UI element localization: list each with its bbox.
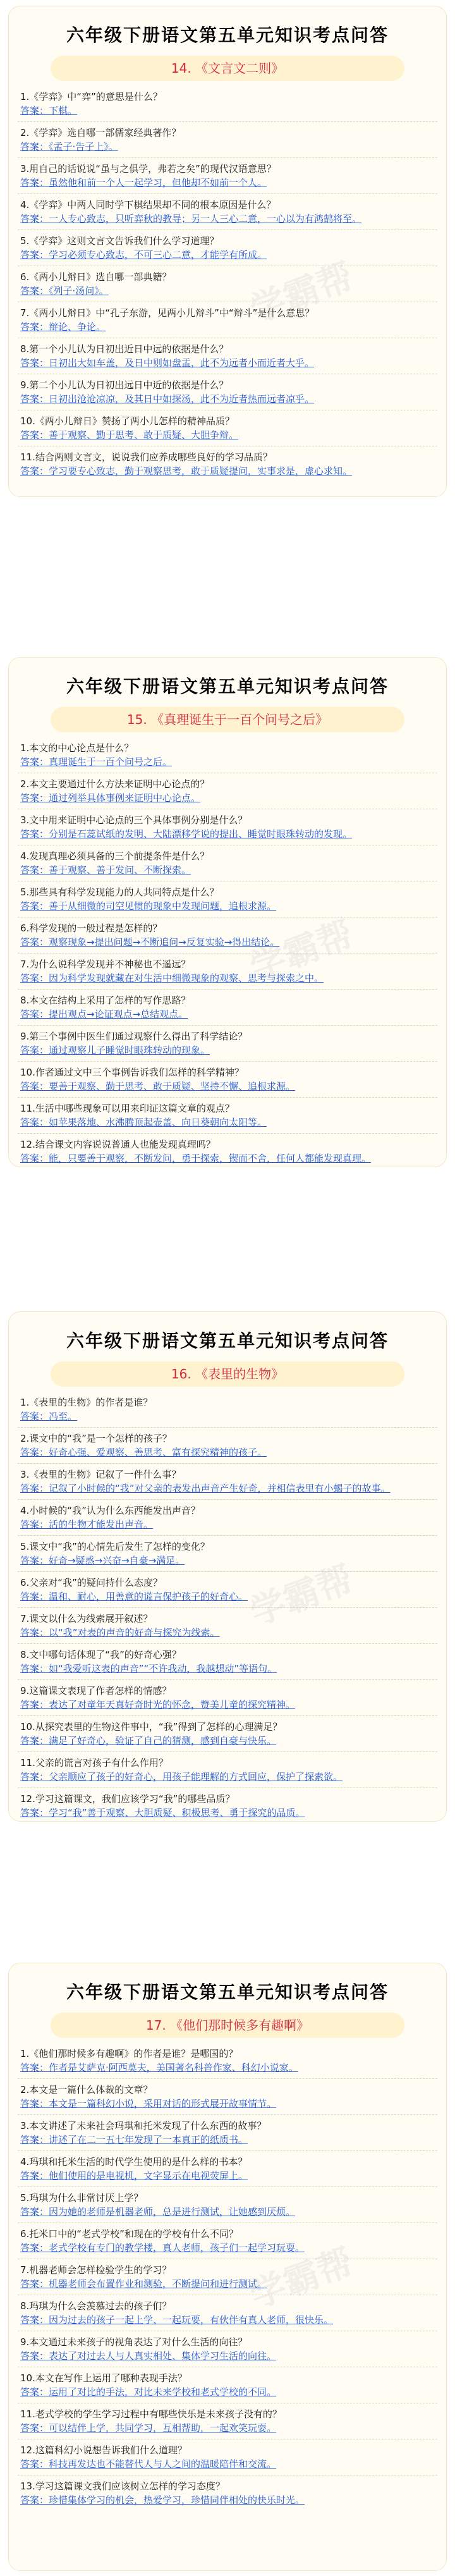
answer: 答案：《列子·汤问》。: [20, 285, 109, 297]
question: 2.《学弈》选自哪一部儒家经典著作？: [20, 127, 181, 138]
question: 11.老式学校的学生学习过程中有哪些快乐是未来孩子没有的？: [20, 2408, 282, 2420]
answer: 答案：记叙了小时候的“我”对父亲的表发出声音产生好奇，并相信表里有小蝎子的故事。: [20, 1483, 391, 1494]
qa-item: [18, 306, 437, 338]
answer: 答案：分别是石蕊试纸的发明、大陆漂移学说的提出、睡觉时眼珠转动的发现。: [20, 828, 353, 840]
qa-item: [18, 1101, 437, 1134]
question: 5.玛琪为什么非常讨厌上学？: [20, 2192, 143, 2204]
question: 6.父亲对“我”的疑问持什么态度？: [20, 1577, 162, 1588]
answer: 答案：能，只要善于观察，不断发问，勇于探索，锲而不舍，任何人都能发现真理。: [20, 1153, 372, 1164]
qa-item: [18, 921, 437, 954]
qa-item: [18, 1612, 437, 1644]
qa-item: [18, 2299, 437, 2331]
question: 6.《两小儿辩日》选自哪一部典籍？: [20, 271, 172, 283]
qa-item: [18, 1648, 437, 1680]
qa-item: [18, 1684, 437, 1716]
answer: 答案：好奇→疑惑→兴奋→自豪→满足。: [20, 1555, 185, 1566]
answer: 答案：《孟子·告子上》。: [20, 141, 118, 152]
answer: 答案：观察现象→提出问题→不断追问→反复实验→得出结论。: [20, 936, 280, 948]
qa-item: [18, 1720, 437, 1752]
question: 4.小时候的“我”认为什么东西能发出声音？: [20, 1505, 200, 1516]
question: 9.本文通过未来孩子的视角表达了对什么生活的向往？: [20, 2336, 248, 2348]
question: 1.《表里的生物》的作者是谁？: [20, 1397, 153, 1408]
question: 10.本文在写作上运用了哪种表现手法？: [20, 2372, 187, 2384]
question: 4.玛琪和托米生活的时代学生使用的是什么样的书本？: [20, 2156, 248, 2168]
qa-item: [18, 1792, 437, 1824]
qa-item: [18, 813, 437, 845]
qa-item: [18, 126, 437, 158]
qa-item: [18, 2443, 437, 2475]
answer: 答案：以“我”对表的声音的好奇与探究为线索。: [20, 1627, 220, 1638]
answer: 答案：机器老师会布置作业和测验，不断提问和进行测试。: [20, 2278, 267, 2290]
qa-item: [18, 2047, 437, 2079]
lesson-title: 16. 《表里的生物》: [51, 1361, 404, 1387]
answer: 答案：善于观察、勤于思考、敢于质疑、大胆争辩。: [20, 429, 239, 441]
question: 12.学习这篇课文，我们应该学习“我”的哪些品质？: [20, 1793, 235, 1805]
question: 11.结合两则文言文，说说我们应养成哪些良好的学习品质？: [20, 451, 272, 463]
qa-item: [18, 2119, 437, 2151]
question: 7.为什么说科学发现并不神秘也不遥远？: [20, 959, 191, 970]
page-title: 六年级下册语文第五单元知识考点问答: [66, 1982, 389, 2003]
question: 13.学习这篇课文我们应该树立怎样的学习态度？: [20, 2481, 225, 2492]
question: 12.这篇科幻小说想告诉我们什么道理？: [20, 2444, 187, 2456]
question: 6.托米口中的“老式学校”和现在的学校有什么不同？: [20, 2228, 238, 2240]
qa-item: [18, 378, 437, 410]
answer: 答案：要善于观察、勤于思考、敢于质疑、坚持不懈、追根求源。: [20, 1081, 296, 1092]
qa-item: [18, 957, 437, 990]
answer: 答案：因为她的老师是机器老师，总是进行测试，让她感到厌烦。: [20, 2206, 296, 2217]
question: 2.课文中的“我”是一个怎样的孩子？: [20, 1433, 172, 1444]
question: 5.课文中“我”的心情先后发生了怎样的变化？: [20, 1541, 210, 1552]
answer: 答案：活的生物才能发出声音。: [20, 1519, 154, 1530]
answer: 答案：因为科学发现就藏在对生活中细微现象的观察、思考与探索之中。: [20, 972, 324, 984]
qa-item: [18, 2407, 437, 2439]
watermark: 学霸帮: [245, 2241, 359, 2317]
answer: 答案：日初出沧沧凉凉，及其日中如探汤，此不为近者热而远者凉乎。: [20, 393, 315, 405]
answer: 答案：真理诞生于一百个问号之后。: [20, 756, 173, 768]
watermark: 学霸帮: [245, 913, 359, 989]
answer: 答案：如苹果落地、水沸腾顶起壶盖、向日葵朝向太阳等。: [20, 1117, 267, 1128]
lesson-title: 14. 《文言文二则》: [51, 56, 404, 81]
qa-item: [18, 90, 437, 122]
qa-item: [18, 450, 437, 482]
question: 12.结合课文内容说说普通人也能发现真理吗？: [20, 1139, 215, 1150]
question: 4.《学弈》中两人同时学下棋结果却不同的根本原因是什么？: [20, 199, 276, 211]
question: 7.机器老师会怎样检验学生的学习？: [20, 2264, 172, 2276]
question: 4.发现真理必须具备的三个前提条件是什么？: [20, 850, 210, 862]
question: 3.本文讲述了未来社会玛琪和托米发现了什么东西的故事？: [20, 2120, 267, 2131]
qa-item: [18, 2155, 437, 2187]
qa-item: [18, 849, 437, 881]
answer: 答案：他们使用的是电视机，文字显示在电视荧屏上。: [20, 2170, 248, 2181]
question: 2.本文是一篇什么体裁的文章？: [20, 2084, 153, 2095]
page-title: 六年级下册语文第五单元知识考点问答: [66, 1330, 389, 1351]
section-card: [9, 1312, 446, 1821]
qa-item: [18, 777, 437, 809]
answer: 答案：日初出大如车盖，及日中则如盘盂，此不为远者小而近者大乎。: [20, 357, 315, 369]
answer: 答案：父亲顺应了孩子的好奇心，用孩子能理解的方式回应，保护了探索欲。: [20, 1771, 343, 1782]
answer: 答案：珍惜集体学习的机会，热爱学习，珍惜同伴相处的快乐时光。: [20, 2494, 305, 2506]
answer: 答案：通过列举具体事例来证明中心论点。: [20, 792, 201, 804]
qa-item: [18, 1065, 437, 1098]
page-title: 六年级下册语文第五单元知识考点问答: [66, 676, 389, 697]
answer: 答案：表达了对童年天真好奇时光的怀念，赞美儿童的探究精神。: [20, 1699, 296, 1710]
answer: 答案：因为过去的孩子一起上学、一起玩要，有伙伴有真人老师，很快乐。: [20, 2314, 334, 2326]
page-title: 六年级下册语文第五单元知识考点问答: [66, 25, 389, 46]
question: 9.第二个小儿认为日初出远日中近的依据是什么？: [20, 379, 229, 391]
lesson-title: 15. 《真理诞生于一百个问号之后》: [51, 707, 404, 732]
question: 8.玛琪为什么会羡慕过去的孩子们？: [20, 2300, 172, 2312]
qa-item: [18, 342, 437, 374]
qa-item: [18, 2191, 437, 2223]
qa-item: [18, 1504, 437, 1536]
qa-item: [18, 1395, 437, 1428]
question: 10.从探究表里的生物这件事中，“我”得到了怎样的心理满足？: [20, 1721, 282, 1733]
qa-item: [18, 1138, 437, 1169]
answer: 答案：学习要专心致志，勤于观察思考，敢于质疑提问，实事求是，虚心求知。: [20, 465, 353, 477]
question: 9.这篇课文表现了作者怎样的情感？: [20, 1685, 172, 1696]
answer: 答案：通过观察儿子睡觉时眼珠转动的现象。: [20, 1045, 210, 1056]
answer: 答案：温和、耐心，用善意的谎言保护孩子的好奇心。: [20, 1591, 248, 1602]
question: 10.作者通过文中三个事例告诉我们怎样的科学精神？: [20, 1067, 244, 1078]
answer: 答案：善于从细微的司空见惯的现象中发现问题，追根求源。: [20, 900, 277, 912]
question: 8.文中哪句话体现了“我”的好奇心强？: [20, 1649, 181, 1660]
question: 11.父亲的谎言对孩子有什么作用？: [20, 1757, 168, 1769]
answer: 答案：下棋。: [20, 105, 78, 116]
answer: 答案：一人专心致志，只听弈秋的教导；另一人三心二意，一心以为有鸿鹄将至。: [20, 213, 362, 224]
answer: 答案：虽然他和前一个人一起学习，但他却不如前一个人。: [20, 177, 267, 188]
qa-item: [18, 2083, 437, 2115]
qa-item: [18, 2335, 437, 2367]
watermark: 学霸帮: [245, 1558, 359, 1634]
qa-item: [18, 1756, 437, 1788]
qa-item: [18, 198, 437, 230]
answer: 答案：科技再发达也不能替代人与人之间的温暖陪伴和交流。: [20, 2458, 277, 2470]
answer: 答案：表达了对过去人与人真实相处、集体学习生活的向往。: [20, 2350, 277, 2362]
question: 2.本文主要通过什么方法来证明中心论点的？: [20, 778, 210, 790]
qa-item: [18, 162, 437, 194]
question: 8.第一个小儿认为日初出近日中远的依据是什么？: [20, 343, 229, 355]
qa-item: [18, 2371, 437, 2403]
qa-item: [18, 1029, 437, 1062]
section-card: [9, 658, 446, 1167]
qa-item: [18, 234, 437, 266]
question: 6.科学发现的一般过程是怎样的？: [20, 923, 162, 934]
answer: 答案：学习“我”善于观察、大胆质疑、积极思考、勇于探究的品质。: [20, 1807, 305, 1819]
qa-item: [18, 2263, 437, 2295]
answer: 答案：可以结伴上学，共同学习，互相帮助，一起欢笑玩耍。: [20, 2422, 277, 2434]
answer: 答案：提出观点→论证观点→总结观点。: [20, 1009, 188, 1020]
question: 5.《学弈》这则文言文告诉我们什么学习道理？: [20, 235, 219, 247]
qa-item: [18, 885, 437, 917]
question: 11.生活中哪些现象可以用来印证这篇文章的观点？: [20, 1103, 234, 1114]
question: 1.本文的中心论点是什么？: [20, 742, 134, 754]
question: 3.用自己的话说说“虽与之俱学，弗若之矣”的现代汉语意思？: [20, 163, 276, 175]
qa-item: [18, 414, 437, 446]
qa-item: [18, 2479, 437, 2511]
qa-item: [18, 741, 437, 773]
question: 3.《表里的生物》记叙了一件什么事？: [20, 1469, 181, 1480]
question: 8.本文在结构上采用了怎样的写作思路？: [20, 995, 191, 1006]
qa-item: [18, 1432, 437, 1464]
lesson-title: 17. 《他们那时候多有趣啊》: [51, 2013, 404, 2038]
question: 3.文中用来证明中心论点的三个具体事例分别是什么？: [20, 814, 248, 826]
qa-item: [18, 270, 437, 302]
answer: 答案：讲述了在二一五七年发现了一本真正的纸质书。: [20, 2134, 248, 2145]
qa-item: [18, 1576, 437, 1608]
qa-item: [18, 2227, 437, 2259]
section-card: [9, 1963, 446, 2570]
watermark: 学霸帮: [245, 255, 359, 331]
answer: 答案：运用了对比的手法，对比未来学校和老式学校的不同。: [20, 2386, 277, 2398]
question: 5.那些具有科学发现能力的人共同特点是什么？: [20, 886, 219, 898]
answer: 答案：如“我爱听这表的声音”“不许我动，我越想动”等语句。: [20, 1663, 277, 1674]
answer: 答案：本文是一篇科幻小说，采用对话的形式展开故事情节。: [20, 2098, 277, 2109]
qa-item: [18, 1540, 437, 1572]
answer: 答案：满足了好奇心，验证了自己的猜测，感到自豪与快乐。: [20, 1735, 277, 1746]
question: 1.《他们那时候多有趣啊》的作者是谁？是哪国的？: [20, 2048, 238, 2059]
answer: 答案：作者是艾萨克·阿西莫夫，美国著名科普作家、科幻小说家。: [20, 2062, 298, 2073]
question: 7.课文以什么为线索展开叙述？: [20, 1613, 153, 1624]
section-card: [9, 6, 446, 496]
question: 1.《学弈》中“弈”的意思是什么？: [20, 91, 162, 102]
answer: 答案：善于观察、善于发问、不断探索。: [20, 864, 191, 876]
answer: 答案：老式学校有专门的教学楼，真人老师，孩子们一起学习玩耍。: [20, 2242, 305, 2254]
qa-item: [18, 1468, 437, 1500]
answer: 答案：冯至。: [20, 1411, 78, 1422]
question: 10.《两小儿辩日》赞扬了两小儿怎样的精神品质？: [20, 415, 234, 427]
answer: 答案：学习必须专心致志，不可三心二意，才能学有所成。: [20, 249, 267, 261]
question: 9.第三个事例中医生们通过观察什么得出了科学结论？: [20, 1031, 248, 1042]
question: 7.《两小儿辩日》中“孔子东游，见两小儿辩斗”中“辩斗”是什么意思？: [20, 307, 315, 319]
answer: 答案：好奇心强、爱观察、善思考、富有探究精神的孩子。: [20, 1447, 267, 1458]
qa-item: [18, 993, 437, 1026]
answer: 答案：辩论、争论。: [20, 321, 106, 333]
